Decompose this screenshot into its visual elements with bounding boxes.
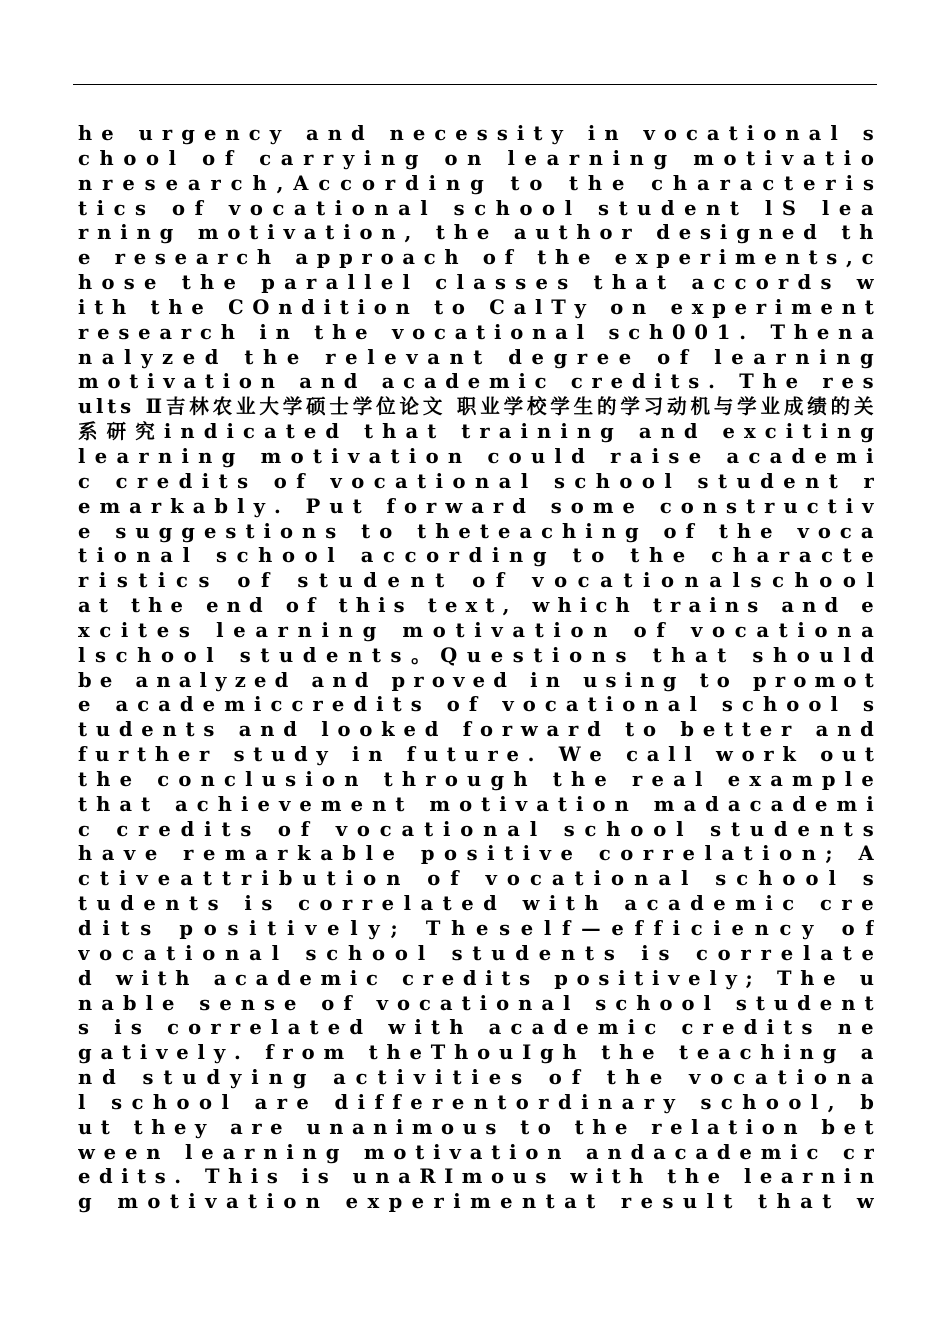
text-line: b e a n a l y z e d a n d p r o v e d i n u s i n g t o p r o m o t [78, 668, 874, 692]
text-line: w e e n l e a r n i n g m o t i v a t i o n a n d a c a d e m i c c r [78, 1140, 874, 1164]
text-line: n d s t u d y i n g a c t i v i t i e s o f t h e v o c a t i o n a [78, 1066, 874, 1090]
text-line: t h a t a c h i e v e m e n t m o t i v a t i o n m a d a c a d e m i [78, 792, 874, 816]
text-line: e m a r k a b l y . P u t f o r w a r d s o m e c o n s t r u c t i v [78, 494, 874, 518]
text-line: c h o o l o f c a r r y i n g o n l e a r n i n g m o t i v a t i o [78, 146, 874, 170]
text-line: a t t h e e n d o f t h i s t e x t , w h i c h t r a i n s a n d e [78, 594, 874, 618]
text-line: r n i n g m o t i v a t i o n , t h e a u t h o r d e s i g n e d t h [78, 221, 874, 245]
abstract-body [78, 122, 874, 1215]
text-line: v o c a t i o n a l s c h o o l s t u d e n t s i s c o r r e l a t e [78, 941, 874, 965]
text-line: m o t i v a t i o n a n d a c a d e m i c c r e d i t s . T h e r e s [78, 370, 874, 394]
text-line: i t h t h e C O n d i t i o n t o C a l T y o n e x p e r i m e n t [78, 295, 874, 319]
header-rule [73, 84, 877, 85]
text-line: h a v e r e m a r k a b l e p o s i t i v e c o r r e l a t i o n ; A [78, 842, 874, 866]
text-line: g m o t i v a t i o n e x p e r i m e n t a t r e s u l t t h a t w [78, 1190, 874, 1214]
text-line: e s u g g e s t i o n s t o t h e t e a c h i n g o f t h e v o c a [78, 519, 874, 543]
text-line: f u r t h e r s t u d y i n f u t u r e . W e c a l l w o r k o u t [78, 743, 874, 767]
text-line: h e u r g e n c y a n d n e c e s s i t y i n v o c a t i o n a l s [78, 122, 874, 145]
text-line: e r e s e a r c h a p p r o a c h o f t h e e x p e r i m e n t s , c [78, 246, 874, 270]
text-line: l e a r n i n g m o t i v a t i o n c o u l d r a i s e a c a d e m i [78, 444, 874, 468]
text-line: l s c h o o l s t u d e n t s 。 Q u e s t i o n s t h a t s h o u l d [78, 643, 874, 667]
text-line: t i c s o f v o c a t i o n a l s c h o o l s t u d e n t l S l e a [78, 196, 874, 220]
text-line: d w i t h a c a d e m i c c r e d i t s p o s i t i v e l y ; T h e u [78, 966, 874, 990]
text-line: c c r e d i t s o f v o c a t i o n a l s c h o o l s t u d e n t r [78, 469, 874, 493]
text-line: u l t s Ⅱ 吉 林 农 业 大 学 硕 士 学 位 论 文 职 业 学 校 学 生 的 学 习 动 机 与 学 业 成 绩 的 关 [78, 395, 874, 419]
text-line: h o s e t h e p a r a l l e l c l a s s e s t h a t a c c o r d s w [78, 271, 874, 295]
text-line: 系 研 究 i n d i c a t e d t h a t t r a i n i n g a n d e x c i t i n g [78, 420, 874, 444]
text-line: g a t i v e l y . f r o m t h e T h o u I g h t h e t e a c h i n g a [78, 1041, 874, 1065]
text-line: c c r e d i t s o f v o c a t i o n a l s c h o o l s t u d e n t s [78, 817, 874, 841]
text-line: x c i t e s l e a r n i n g m o t i v a t i o n o f v o c a t i o n a [78, 618, 874, 642]
text-line: n a b l e s e n s e o f v o c a t i o n a l s c h o o l s t u d e n t [78, 991, 874, 1015]
text-line: t u d e n t s i s c o r r e l a t e d w i t h a c a d e m i c c r e [78, 892, 874, 916]
text-line: r e s e a r c h i n t h e v o c a t i o n a l s c h 0 0 1 . T h e n a [78, 320, 874, 344]
text-line: s i s c o r r e l a t e d w i t h a c a d e m i c c r e d i t s n e [78, 1016, 874, 1040]
text-line: n a l y z e d t h e r e l e v a n t d e g r e e o f l e a r n i n g [78, 345, 874, 369]
text-line: d i t s p o s i t i v e l y ; T h e s e l f — e f f i c i e n c y o f [78, 917, 874, 940]
text-line: u t t h e y a r e u n a n i m o u s t o t h e r e l a t i o n b e t [78, 1115, 874, 1139]
text-line: n r e s e a r c h , A c c o r d i n g t o t h e c h a r a c t e r i s [78, 171, 874, 195]
text-line: e a c a d e m i c c r e d i t s o f v o c a t i o n a l s c h o o l s [78, 693, 874, 717]
text-line: e d i t s . T h i s i s u n a R I m o u s w i t h t h e l e a r n i n [78, 1165, 874, 1189]
text-line: t h e c o n c l u s i o n t h r o u g h t h e r e a l e x a m p l e [78, 767, 874, 791]
text-line: l s c h o o l a r e d i f f e r e n t o r d i n a r y s c h o o l , b [78, 1090, 874, 1114]
text-line: t i o n a l s c h o o l a c c o r d i n g t o t h e c h a r a c t e [78, 544, 874, 568]
text-line: t u d e n t s a n d l o o k e d f o r w a r d t o b e t t e r a n d [78, 718, 874, 742]
text-line: c t i v e a t t r i b u t i o n o f v o c a t i o n a l s c h o o l s [78, 867, 874, 891]
text-line: r i s t i c s o f s t u d e n t o f v o c a t i o n a l s c h o o l [78, 569, 874, 593]
